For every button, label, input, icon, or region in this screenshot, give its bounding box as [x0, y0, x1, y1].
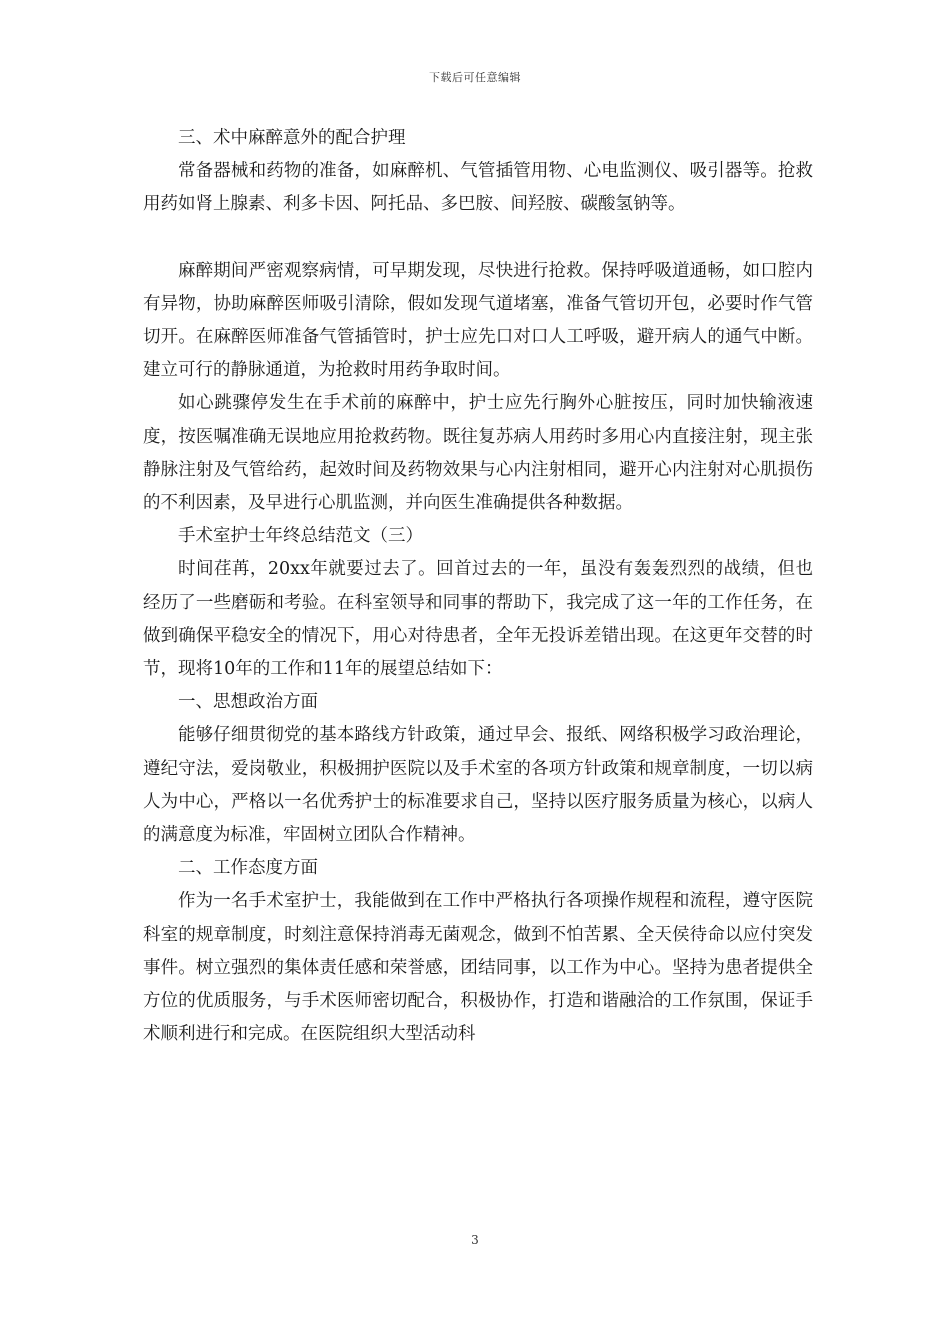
section-heading-political: 一、思想政治方面 — [178, 692, 318, 713]
paragraph-cardiac-arrest: 如心跳骤停发生在手术前的麻醉中，护士应先行胸外心脏按压，同时加快输液速度，按医嘱准确无误地应用抢救药物。既往复苏病人用药时多用心内直接注射，现主张静脉注射及气管给药，起效时间及药物效果与心内注射相同，避开心内注射对心肌损伤的不利因素，及早进行心肌监测，并向医生准确提供各种数据。 — [143, 393, 813, 514]
paragraph-observation: 麻醉期间严密观察病情，可早期发现，尽快进行抢救。保持呼吸道通畅，如口腔内有异物，协助麻醉医师吸引清除，假如发现气道堵塞，准备气管切开包，必要时作气管切开。在麻醉医师准备气管插管时，护士应先口对口人工呼吸，避开病人的通气中断。建立可行的静脉通道，为抢救时用药争取时间。 — [143, 260, 813, 381]
paragraph-equipment-preparation: 常备器械和药物的准备，如麻醉机、气管插管用物、心电监测仪、吸引器等。抢救用药如肾上腺素、利多卡因、阿托品、多巴胺、间羟胺、碳酸氢钠等。 — [143, 161, 813, 215]
section-title-annual-summary: 手术室护士年终总结范文（三） — [178, 526, 423, 547]
page-header: 下载后可任意编辑 — [429, 71, 521, 84]
document-body — [143, 122, 813, 1051]
paragraph-intro: 时间荏苒，20xx年就要过去了。回首过去的一年，虽没有轰轰烈烈的战绩，但也经历了一些磨砺和考验。在科室领导和同事的帮助下，我完成了这一年的工作任务，在做到确保平稳安全的情况下，用心对待患者，全年无投诉差错出现。在这更年交替的时节，现将10年的工作和11年的展望总结如下： — [143, 559, 813, 680]
paragraph-political: 能够仔细贯彻党的基本路线方针政策，通过早会、报纸、网络积极学习政治理论，遵纪守法，爱岗敬业，积极拥护医院以及手术室的各项方针政策和规章制度，一切以病人为中心，严格以一名优秀护士的标准要求自己，坚持以医疗服务质量为核心，以病人的满意度为标准，牢固树立团队合作精神。 — [143, 725, 813, 846]
section-heading-anesthesia-care: 三、术中麻醉意外的配合护理 — [178, 128, 406, 148]
section-heading-attitude: 二、工作态度方面 — [178, 858, 318, 879]
page-number: 3 — [471, 1233, 479, 1247]
paragraph-attitude: 作为一名手术室护士，我能做到在工作中严格执行各项操作规程和流程，遵守医院科室的规章制度，时刻注意保持消毒无菌观念，做到不怕苦累、全天侯待命以应付突发事件。树立强烈的集体责任感和荣誉感，团结同事，以工作为中心。坚持为患者提供全方位的优质服务，与手术医师密切配合，积极协作，打造和谐融洽的工作氛围，保证手术顺利进行和完成。在医院组织大型活动科 — [143, 891, 813, 1045]
